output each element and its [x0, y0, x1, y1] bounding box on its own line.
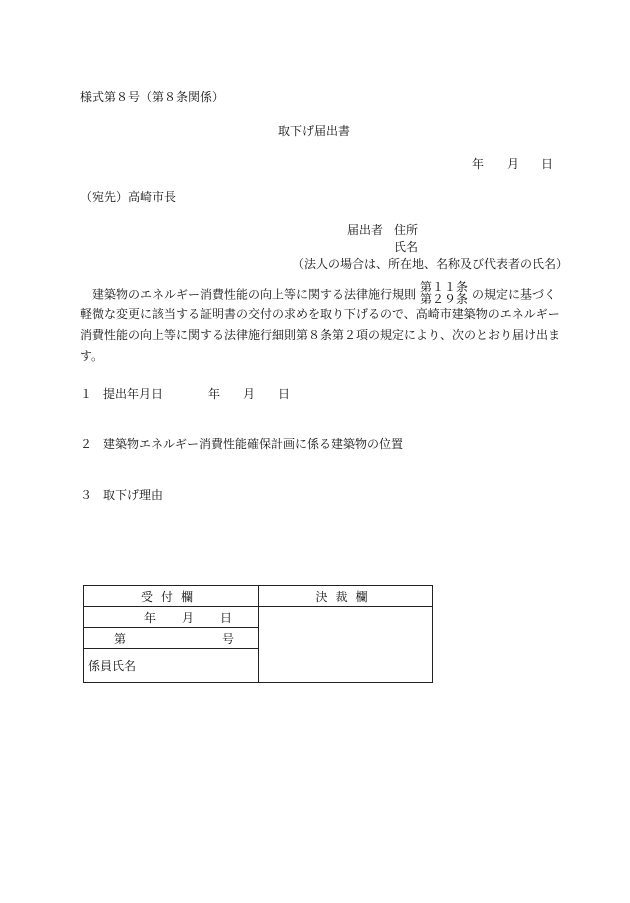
item-2-label: 建築物エネルギー消費性能確保計画に係る建築物の位置	[103, 437, 404, 451]
applicant-label: 届出者	[347, 223, 384, 237]
date-day-label: 日	[541, 157, 554, 171]
receipt-header: 受付欄	[84, 586, 259, 607]
staff-name-cell	[84, 649, 259, 683]
body-line-1-pre: 建築物のエネルギー消費性能の向上等に関する法律施行規則	[92, 287, 417, 302]
item-3-label: 取下げ理由	[103, 488, 164, 502]
item-2-number: ２	[80, 437, 93, 451]
body-line-1-post: の規定に基づく	[472, 287, 557, 302]
body-line-3: 消費性能の向上等に関する法律施行細則第８条第２項の規定により、次のとおり届け出ま	[80, 328, 561, 342]
item-1-number: １	[80, 387, 93, 401]
item-1-day: 日	[278, 387, 291, 401]
name-label: 氏名	[394, 240, 419, 254]
body-line-4: す。	[80, 349, 104, 363]
document-title: 取下げ届出書	[278, 124, 351, 138]
staff-name-label: 係員氏名	[88, 659, 137, 673]
receipt-number-prefix: 第	[114, 631, 127, 646]
receipt-number-cell	[84, 628, 259, 649]
address-label: 住所	[394, 223, 419, 237]
body-paragraph	[80, 280, 561, 367]
item-1-year: 年	[208, 387, 221, 401]
corporate-note: （法人の場合は、所在地、名称及び代表者の氏名）	[292, 257, 569, 271]
receipt-month: 月	[182, 610, 195, 625]
article-bottom: 第２９条	[420, 292, 469, 306]
addressee: （宛先）高崎市長	[80, 190, 177, 204]
receipt-number-suffix: 号	[222, 631, 235, 646]
form-number: 様式第８号（第８条関係）	[80, 90, 225, 104]
item-3-number: ３	[80, 488, 93, 502]
body-line-2: 軽微な変更に該当する証明書の交付の求めを取り下げるので、高崎市建築物のエネルギー	[80, 307, 560, 321]
article-stack	[420, 281, 468, 305]
item-1-label: 提出年月日	[103, 387, 164, 401]
date-month-label: 月	[507, 157, 520, 171]
receipt-date-cell	[84, 607, 259, 628]
date-year-label: 年	[472, 157, 485, 171]
article-top: 第１１条	[420, 280, 469, 294]
decision-header: 決裁欄	[259, 586, 433, 607]
receipt-year: 年	[144, 610, 157, 625]
receipt-day: 日	[220, 610, 233, 625]
stamp-table	[83, 585, 433, 683]
decision-cell	[259, 607, 433, 683]
item-1-month: 月	[243, 387, 256, 401]
